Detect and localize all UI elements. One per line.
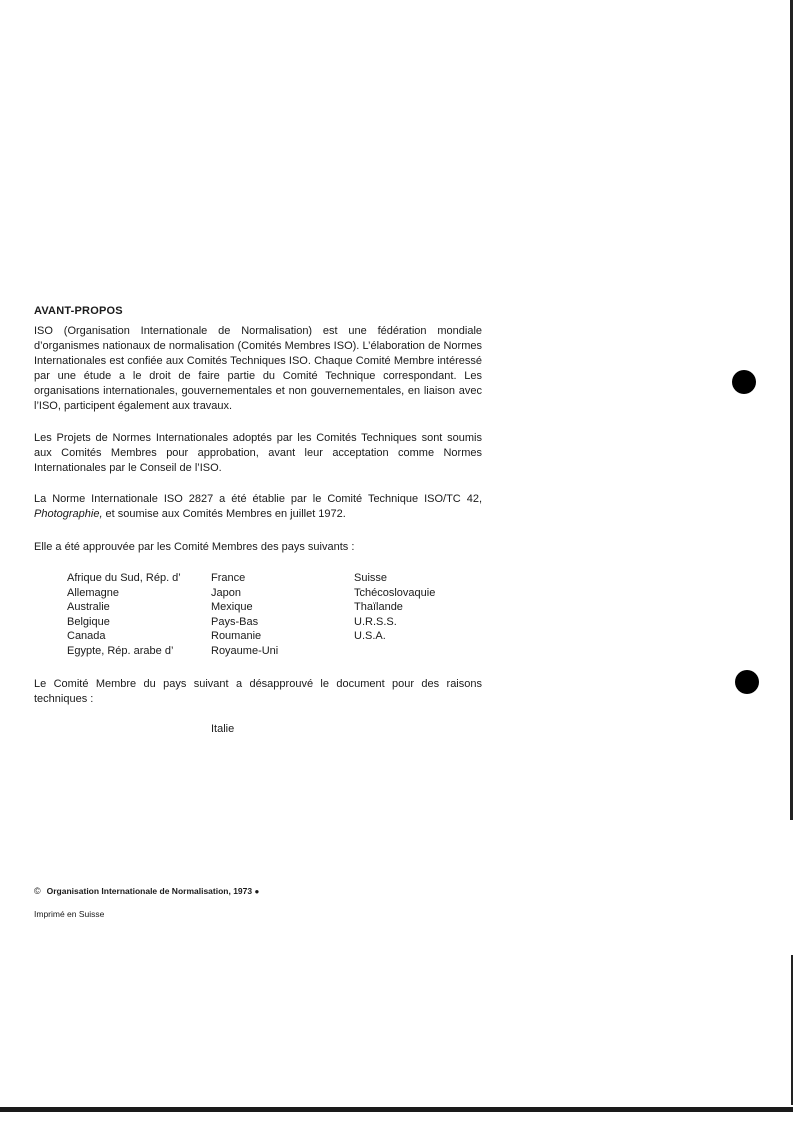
- country-item: Afrique du Sud, Rép. d’: [67, 572, 181, 584]
- punch-hole-upper: [732, 370, 756, 394]
- country-column-1: [67, 571, 181, 659]
- copyright-line: [34, 886, 259, 896]
- country-item: Mexique: [211, 601, 253, 614]
- country-item: Tchécoslovaquie: [354, 586, 436, 599]
- paragraph-approval-text: Elle a été approuvée par les Comité Membres des pays suivants :: [34, 541, 355, 553]
- paragraph-approval: [34, 540, 482, 555]
- origin-text-after: et soumise aux Comités Membres en juillet 1972.: [102, 508, 346, 520]
- country-item: Roumanie: [211, 630, 262, 643]
- country-item: Pays-Bas: [211, 615, 259, 628]
- paragraph-standard-origin-text: [34, 492, 482, 522]
- paragraph-draft-standards: [34, 431, 482, 476]
- country-item: Thaïlande: [354, 601, 403, 614]
- country-item: Japon: [211, 586, 241, 599]
- punch-hole-lower: [735, 670, 759, 694]
- country-item: Egypte, Rép. arabe d’: [67, 644, 174, 657]
- country-item: Suisse: [354, 572, 388, 584]
- paragraph-iso-intro: [34, 324, 482, 414]
- country-item: Royaume-Uni: [211, 644, 279, 657]
- paragraph-disapproval: [34, 677, 482, 707]
- copyright-icon: ©: [34, 886, 41, 896]
- paragraph-disapproval-text: Le Comité Membre du pays suivant a désapprouvé le document pour des raisons techniques :: [34, 678, 482, 705]
- country-item: Allemagne: [67, 586, 119, 599]
- country-column-3: [354, 571, 435, 644]
- section-heading: AVANT-PROPOS: [34, 305, 123, 317]
- country-item: U.R.S.S.: [354, 615, 397, 628]
- country-item: U.S.A.: [354, 630, 386, 643]
- printed-in: Imprimé en Suisse: [34, 909, 105, 919]
- paragraph-iso-intro-text: ISO (Organisation Internationale de Normalisation) est une fédération mondiale d’organismes nationaux de normalisation (Comités Membres ISO). L’élaboration de Normes Internationales est confiée aux Comités Techniques ISO. Chaque Comité Membre intéressé par une étude a le droit de faire partie du Comité Technique correspondant. Les organisations internationales, gouvernementales et non gouvernementales, en liaison avec l’ISO, participent également aux travaux.: [34, 325, 482, 412]
- scan-bottom-edge: [0, 1107, 793, 1112]
- origin-text-before: La Norme Internationale ISO 2827 a été établie par le Comité Technique ISO/TC 42,: [34, 493, 482, 505]
- paragraph-standard-origin: [34, 492, 482, 522]
- paragraph-draft-standards-text: Les Projets de Normes Internationales adoptés par les Comités Techniques sont soumis aux Comités Membres pour approbation, avant leur acceptation comme Normes Internationales par le Conseil de l’ISO.: [34, 432, 482, 474]
- country-column-2: [211, 571, 278, 659]
- copyright-text: Organisation Internationale de Normalisation, 1973: [46, 886, 253, 896]
- country-item: Belgique: [67, 615, 110, 628]
- committee-title: Photographie,: [34, 508, 103, 520]
- dissenting-country: Italie: [211, 723, 235, 735]
- country-item: Australie: [67, 601, 110, 614]
- country-item: Canada: [67, 630, 106, 643]
- country-item: France: [211, 572, 246, 584]
- bullet-icon: ●: [254, 887, 260, 896]
